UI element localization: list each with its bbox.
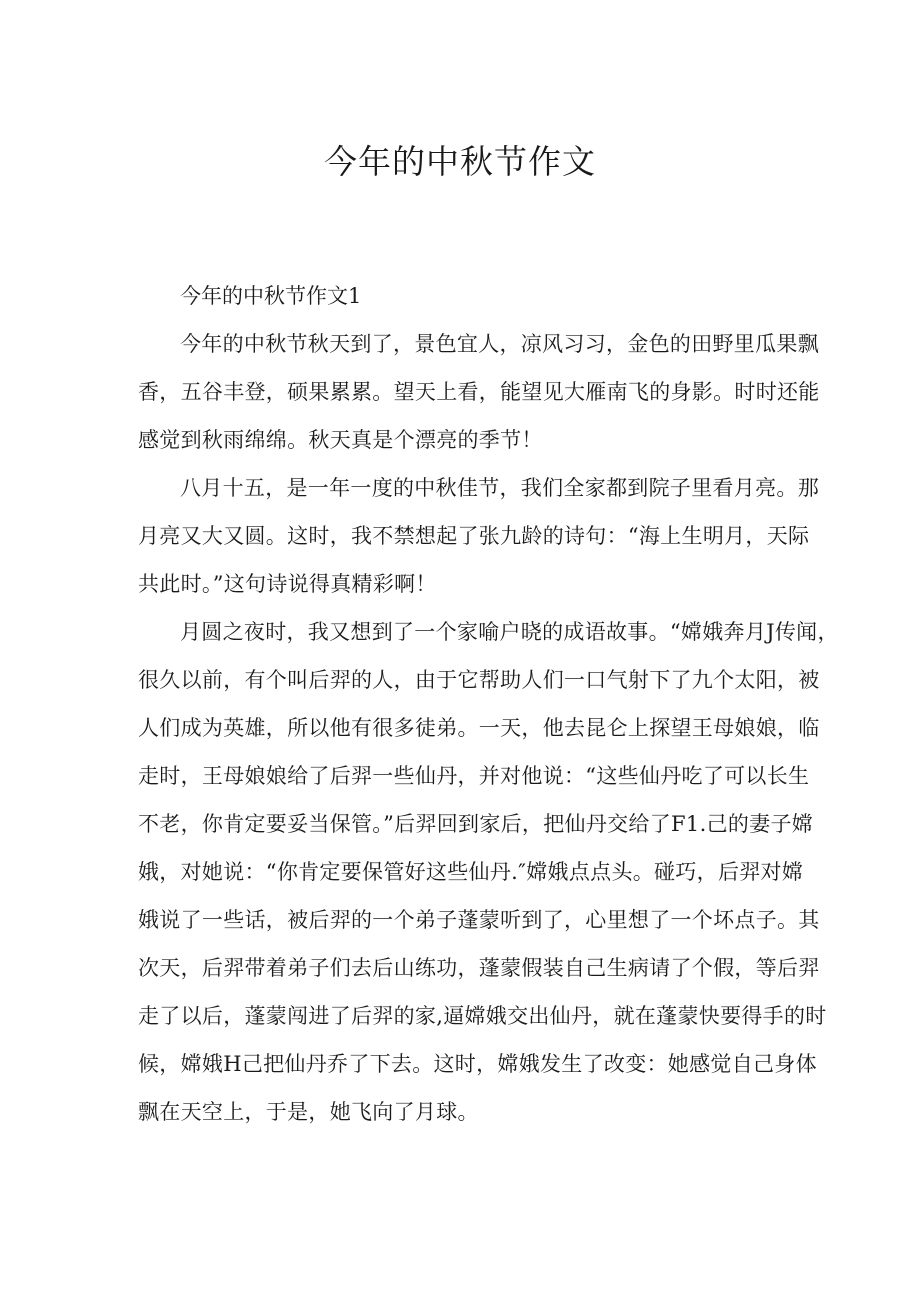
paragraph-1 <box>138 320 820 464</box>
paragraph-line: 月亮又大又圆。这时，我不禁想起了张九龄的诗句：“海上生明月，天际 <box>138 524 810 548</box>
paragraph-line: 很久以前，有个叫后羿的人，由于它帮助人们一口气射下了九个太阳，被 <box>138 668 820 692</box>
paragraph-3 <box>138 608 839 1136</box>
paragraph-line: 共此时。”这句诗说得真精彩啊！ <box>138 572 437 596</box>
paragraph-line: 娥，对她说：“你肯定要保管好这些仙丹.″嫦娥点点头。碰巧，后羿对嫦 <box>138 860 804 884</box>
section-heading: 今年的中秋节作文1 <box>180 284 362 308</box>
paragraph-line: 不老，你肯定要妥当保管。”后羿回到家后，把仙丹交给了F1.己的妻子嫦 <box>138 812 814 836</box>
paragraph-line: 八月十五，是一年一度的中秋佳节，我们全家都到院子里看月亮。那 <box>180 476 819 500</box>
paragraph-line: 娥说了一些话，被后羿的一个弟子蓬蒙听到了，心里想了一个坏点子。其 <box>138 908 820 932</box>
document-title: 今年的中秋节作文 <box>324 142 596 181</box>
paragraph-line: 人们成为英雄，所以他有很多徒弟。一天，他去昆仑上探望王母娘娘，临 <box>138 716 820 740</box>
paragraph-line: 走时，王母娘娘给了后羿一些仙丹，并对他说：“这些仙丹吃了可以长生 <box>138 764 810 788</box>
paragraph-line: 感觉到秋雨绵绵。秋天真是个漂亮的季节！ <box>138 428 543 452</box>
paragraph-line: 月圆之夜时，我又想到了一个家喻户晓的成语故事。“嫦娥奔月J传闻， <box>180 620 839 644</box>
document-body <box>138 272 839 1136</box>
paragraph-2 <box>138 464 819 608</box>
paragraph-line: 走了以后，蓬蒙闯进了后羿的家,逼嫦娥交出仙丹，就在蓬蒙快要得手的时 <box>138 1004 827 1028</box>
paragraph-line: 飘在天空上，于是，她飞向了月球。 <box>138 1100 479 1124</box>
paragraph-line: 候，嫦娥H己把仙丹乔了下去。这时，嫦娥发生了改变：她感觉自己身体 <box>138 1052 817 1076</box>
paragraph-line: 次天，后羿带着弟子们去后山练功，蓬蒙假装自己生病请了个假，等后羿 <box>138 956 820 980</box>
paragraph-line: 香，五谷丰登，硕果累累。望天上看，能望见大雁南飞的身影。时时还能 <box>138 380 820 404</box>
paragraph-line: 今年的中秋节秋天到了，景色宜人，凉风习习，金色的田野里瓜果飘 <box>180 332 819 356</box>
